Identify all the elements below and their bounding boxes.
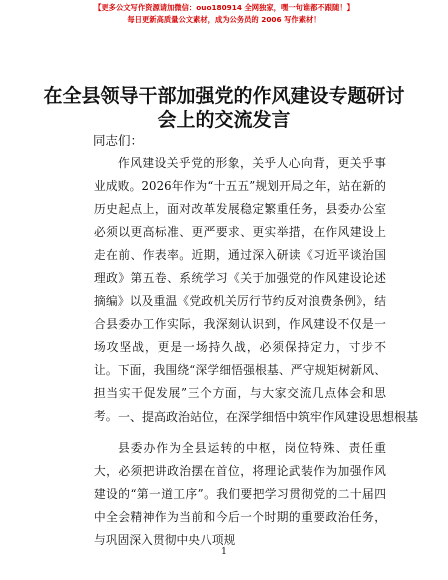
page-number: 1 <box>221 547 227 557</box>
body-paragraph-1: 作风建设关乎党的形象，关乎人心向背，更关乎事业成败。2026年作为“十五五”规划开局之年，站在新的历史起点上，面对改革发展稳定繁重任务，县委办公室必须以更高标准、更严要求、更实举措，在作风建设上走在前、作表率。近期，通过深入研读《习近平谈治国理政》第五卷、系统学习《关于加强党的作风建设论述摘编》以及重温《党政机关厉行节约反对浪费条例》，结合县委办工作实际，我深刻认识到，作风建设不仅是一场攻坚战，更是一场持久战，必须保持定力，寸步不让。下面，我围绕“深学细悟强根基、严守规矩树新风、担当实干促发展”三个方面，与大家交流几点体会和思考。 <box>94 156 386 423</box>
section-heading-1: 一、提高政治站位，在深学细悟中筑牢作风建设思想根基 <box>118 410 419 424</box>
promo-banner <box>0 0 448 44</box>
document-title: 在全县领导干部加强党的作风建设专题研讨会上的交流发言 <box>43 85 405 131</box>
promo-banner-line-2: 每日更新高质量公文素材，成为公务员的 2006 写作素材！ <box>127 15 321 24</box>
salutation: 同志们： <box>93 133 144 148</box>
body-paragraph-2: 县委办作为全县运转的中枢，岗位特殊、责任重大，必须把讲政治摆在首位，将理论武装作为加强作风建设的“第一道工序”。我们要把学习贯彻党的二十届四中全会精神作为当前和今后一个时期的重要政治任务，与巩固深入贯彻中央八项规 <box>94 441 386 547</box>
promo-banner-line-1: 【更多公文写作资源请加微信：ouo180914 全网独家，嘿一句谁都不跟随！】 <box>94 3 354 12</box>
